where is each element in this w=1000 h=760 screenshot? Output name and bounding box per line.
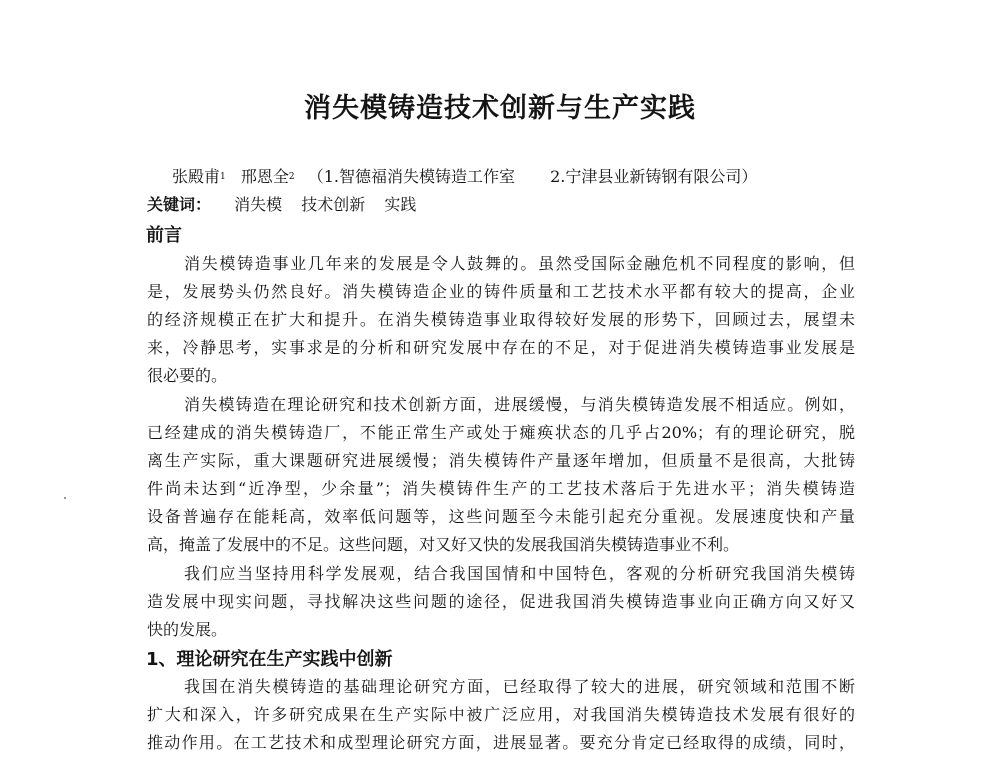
keywords-line xyxy=(147,194,430,216)
keyword-item: 实践 xyxy=(384,195,417,214)
section-heading-preface: 前言 xyxy=(146,225,182,246)
section-heading-1: 1、理论研究在生产实践中创新 xyxy=(146,649,393,670)
author-2: 邢恩全 xyxy=(240,167,289,186)
paragraph-line: 来，冷静思考，实事求是的分析和研究发展中存在的不足，对于促进消失模铸造事业发展是 xyxy=(147,338,855,357)
paragraph-line: 消失模铸造在理论研究和技术创新方面，进展缓慢，与消失模铸造发展不相适应。例如， xyxy=(184,395,855,414)
keywords-label: 关键词： xyxy=(147,195,212,214)
author-2-mark: 2 xyxy=(288,172,295,182)
paragraph-line: 扩大和深入，许多研究成果在生产实际中被广泛应用，对我国消失模铸造技术发展有很好的 xyxy=(147,705,855,724)
paragraph-line: 离生产实际，重大课题研究进展缓慢；消失模铸件产量逐年增加，但质量不是很高，大批铸 xyxy=(147,451,855,470)
paragraph-line: 很必要的。 xyxy=(147,366,228,385)
paragraph-line: 已经建成的消失模铸造厂，不能正常生产或处于瘫痪状态的几乎占20%；有的理论研究，脱 xyxy=(147,423,855,442)
author-1-mark: 1 xyxy=(220,172,226,182)
author-1: 张殿甫 xyxy=(172,167,221,186)
keyword-item: 技术创新 xyxy=(301,195,366,214)
paragraph-line: 推动作用。在工艺技术和成型理论研究方面，进展显著。要充分肯定已经取得的成绩，同时， xyxy=(147,733,855,752)
paragraph-line: 是，发展势头仍然良好。消失模铸造企业的铸件质量和工艺技术水平都有较大的提高，企业 xyxy=(147,282,855,301)
keyword-item: 消失模 xyxy=(234,195,283,214)
affiliation-1: （1.智德福消失模铸造工作室 xyxy=(307,167,515,186)
paragraph-line: 我国在消失模铸造的基础理论研究方面，已经取得了较大的进展，研究领域和范围不断 xyxy=(184,677,855,696)
paragraph-line: 快的发展。 xyxy=(147,620,228,639)
paragraph-line: 设备普遍存在能耗高，效率低问题等，这些问题至今未能引起充分重视。发展速度快和产量 xyxy=(147,507,855,526)
author-line xyxy=(172,166,757,191)
scan-speck xyxy=(64,497,66,499)
paragraph-line: 的经济规模正在扩大和提升。在消失模铸造事业取得较好发展的形势下，回顾过去，展望未 xyxy=(147,310,855,329)
paragraph-line: 消失模铸造事业几年来的发展是令人鼓舞的。虽然受国际金融危机不同程度的影响，但 xyxy=(184,254,855,273)
paragraph-line: 件尚未达到“近净型，少余量”；消失模铸件生产的工艺技术落后于先进水平；消失模铸造 xyxy=(147,479,855,498)
document-title: 消失模铸造技术创新与生产实践 xyxy=(304,93,696,124)
paragraph-line: 高，掩盖了发展中的不足。这些问题，对又好又快的发展我国消失模铸造事业不利。 xyxy=(147,535,740,554)
paragraph-line: 造发展中现实问题，寻找解决这些问题的途径，促进我国消失模铸造事业向正确方向又好又 xyxy=(147,592,855,611)
paragraph-line: 我们应当坚持用科学发展观，结合我国国情和中国特色，客观的分析研究我国消失模铸 xyxy=(184,564,855,583)
affiliation-2: 2.宁津县业新铸钢有限公司） xyxy=(550,167,758,186)
